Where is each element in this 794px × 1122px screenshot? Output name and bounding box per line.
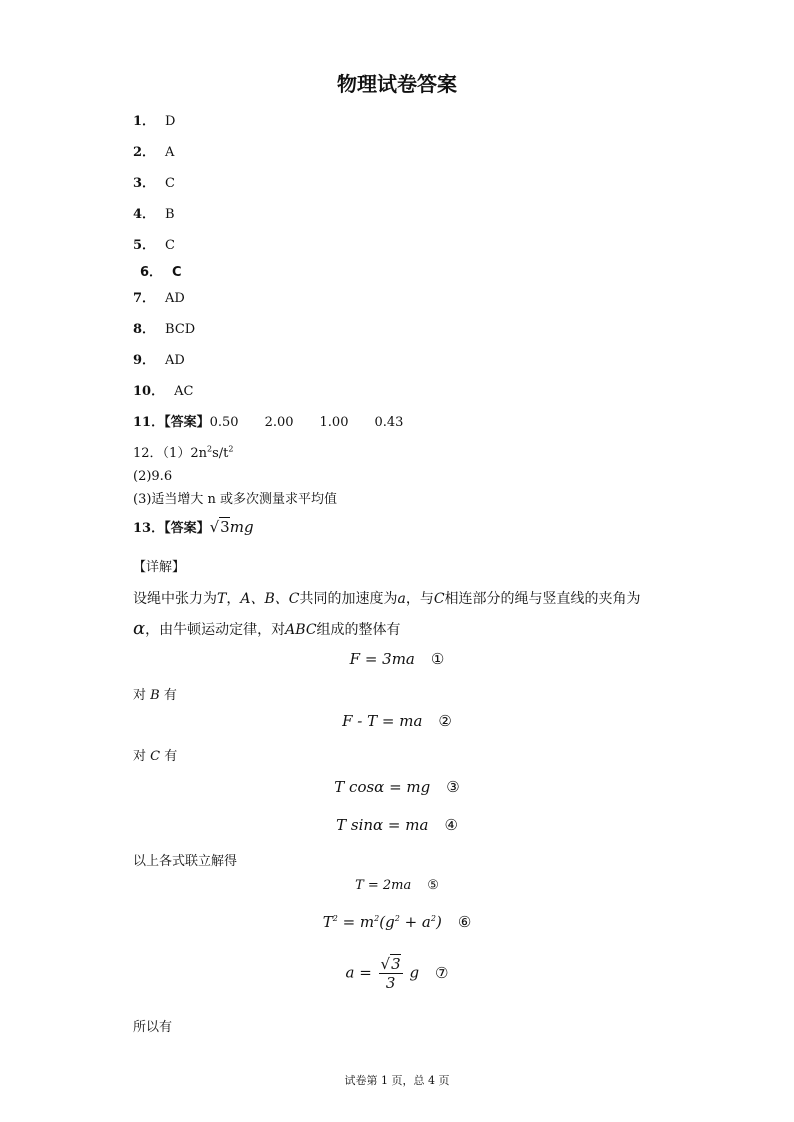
- answer-row-12-3: (3)适当增大 n 或多次测量求平均值: [133, 492, 338, 507]
- detail-para-2: α，由牛顿运动定律，对ABC组成的整体有: [133, 618, 401, 639]
- detail-para-1: 设绳中张力为T，A、B、C共同的加速度为a，与C相连部分的绳与竖直线的夹角为: [133, 591, 641, 607]
- equation-1: F = 3ma ①: [349, 650, 445, 668]
- equation-3: T cosα = mg ③: [334, 778, 460, 796]
- answer-row: 7． AD: [133, 291, 185, 306]
- answer-row: 10． AC: [133, 384, 194, 399]
- text-for-B: 对 B 有: [133, 688, 177, 703]
- answer-row: 6． C: [140, 265, 182, 280]
- text-for-C: 对 C 有: [133, 749, 178, 764]
- page-title: 物理试卷答案: [337, 72, 457, 96]
- text-solve: 以上各式联立解得: [133, 854, 238, 869]
- answer-row: 8． BCD: [133, 322, 196, 337]
- answer-row: 2． A: [133, 145, 175, 160]
- text-so: 所以有: [133, 1020, 173, 1035]
- answer-row-12-1: 12．$(1)2n^2s/t^2$: [133, 444, 234, 461]
- answer-row: 4． B: [133, 207, 175, 222]
- answer-row: 5． C: [133, 238, 175, 253]
- answer-row: 1． D: [133, 114, 176, 129]
- equation-4: T sinα = ma ④: [336, 816, 458, 834]
- answer-row-11: 11．【答案】0.50 2.00 1.00 0.43: [133, 415, 404, 430]
- answer-row-13: 13．【答案】√3mg: [133, 518, 254, 536]
- page-footer: 试卷第 1 页，总 4 页: [344, 1074, 450, 1087]
- detail-heading: 【详解】: [133, 560, 186, 575]
- answer-row-12-2: (2)9.6: [133, 469, 173, 484]
- equation-2: F - T = ma ②: [342, 712, 452, 730]
- equation-7: a = $\frac{√3}{3}$ g ⑦: [345, 955, 449, 992]
- answer-row: 3． C: [133, 176, 175, 191]
- answer-row: 9． AD: [133, 353, 185, 368]
- equation-5: T = 2ma ⑤: [355, 878, 439, 893]
- equation-6: $T^2 = m^2(g^2 + a^2)$ ⑥: [322, 913, 472, 931]
